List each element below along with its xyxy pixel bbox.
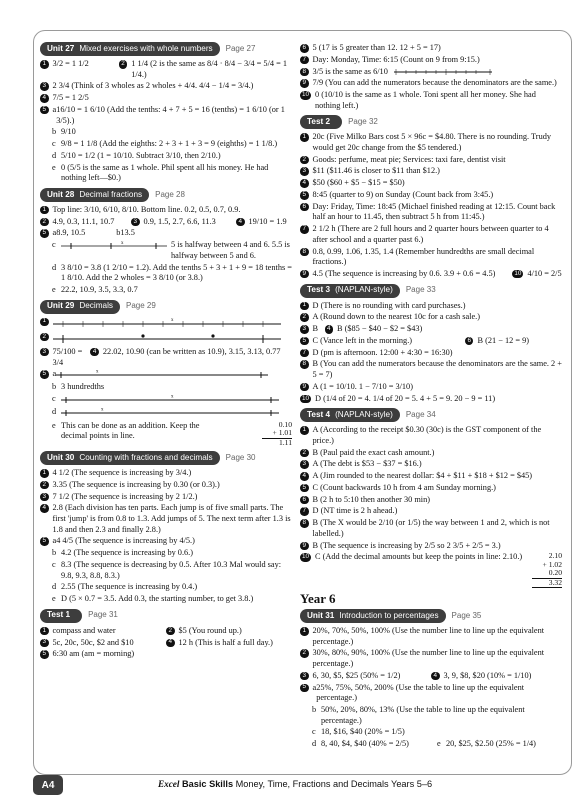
answer: 5c, 20c, 50c, $2 and $10 — [52, 637, 134, 647]
test4-title: Test 4 — [307, 409, 331, 419]
number-line — [56, 369, 271, 381]
answer: 8:45 (quarter to 9) on Sunday (Count back from 3:45.) — [312, 190, 494, 200]
number-line — [61, 394, 281, 406]
answer: 4 4/5 (The sequence is increasing by 4/5.) — [56, 536, 195, 546]
answer: 8.9, 10.5 — [56, 228, 86, 238]
answer: Day: Monday, Time: 6:15 (Count on 9 from 9:15.) — [312, 54, 480, 64]
svg-text:x: x — [171, 394, 174, 400]
answer: C (Vance left in the morning.) — [312, 335, 413, 345]
answer: D (1/4 of 20 = 4. 1/4 of 20 = 5. 4 + 5 = 9. 20 − 9 = 11) — [315, 393, 496, 403]
answer: 3 8/10 = 3.8 (1 2/10 = 1.2). Add the tenths 5 + 3 + 1 + 9 = 18 tenths = 1 8/10. Add the 2 wholes = 3 8/10 (or 3.8.) — [61, 262, 292, 283]
number-line — [394, 67, 494, 77]
answer: 4.5 (The sequence is increasing by 0.6. 3.9 + 0.6 = 4.5) — [312, 268, 496, 278]
test1-title: Test 1 — [47, 610, 71, 620]
test4-name: (NAPLAN-style) — [335, 409, 393, 419]
answer: 4.2 (The sequence is increasing by 0.6.) — [61, 548, 194, 558]
unit27-name: Mixed exercises with whole numbers — [79, 43, 213, 53]
answer: compass and water — [52, 625, 116, 635]
answer: B (2 h to 5:10 then another 30 min) — [312, 494, 431, 504]
answer: 6, 30, $5, $25 (50% = 1/2) — [312, 670, 401, 680]
answer: 4.9, 0.3, 11.1, 10.7 — [52, 216, 115, 226]
answer: Top line: 3/10, 6/10, 8/10. Bottom line. 0.2, 0.5, 0.7, 0.9. — [52, 204, 241, 214]
unit31-page: Page 35 — [451, 610, 482, 620]
answer: A (Jim rounded to the nearest dollar: $4 + $11 + $18 + $12 = $45) — [312, 471, 533, 481]
unit30-header — [40, 451, 292, 465]
number-line — [61, 240, 171, 252]
test1-page: Page 31 — [88, 610, 118, 620]
unit31-name: Introduction to percentages — [339, 610, 439, 620]
answer: 3 hundredths — [61, 382, 105, 392]
answer: 0.9, 1.5, 2.7, 6.6, 11.3 — [143, 216, 216, 226]
answer: 7 1/2 (The sequence is increasing by 2 1/2.) — [52, 491, 198, 501]
answer: 3/5 is the same as 6/10 — [312, 66, 388, 76]
answer: 50%, 20%, 80%, 13% (Use the table to line up the equivalent percentage.) — [321, 704, 525, 725]
test3-header — [300, 284, 562, 298]
answer: 9/10 — [61, 127, 76, 137]
answer: 5 (17 is 5 greater than 12. 12 + 5 = 17) — [312, 43, 441, 52]
answer: 0 (5/5 is the same as 1 whole. Phil spent all his money. He had nothing left—$0.) — [61, 162, 269, 183]
unit28-name: Decimal fractions — [79, 189, 143, 199]
unit29-name: Decimals — [79, 301, 113, 311]
answer: A (According to the receipt $0.30 (30c) is the GST component of the price.) — [312, 425, 542, 445]
answer: $5 (You round up.) — [178, 625, 242, 635]
answer: This can be done as an addition. Keep the decimal points in line. — [61, 420, 200, 441]
answer: 30%, 80%, 90%, 100% (Use the number line to line up the equivalent percentage.) — [312, 648, 545, 668]
unit30-name: Counting with fractions and decimals — [79, 452, 213, 462]
answer: B (Paul paid the exact cash amount.) — [312, 447, 435, 457]
answer: 22.02, 10.90 (can be written as 10.9), 3.15, 3.13, 0.77 — [102, 346, 281, 356]
answer: A (The debt is $53 − $37 = $16.) — [312, 459, 422, 469]
answer: B (21 − 12 = 9) — [477, 335, 530, 345]
test3-name: (NAPLAN-style) — [335, 285, 393, 295]
test3-page: Page 33 — [405, 285, 436, 295]
answer: 0 (10/10 is the same as 1 whole. Toni spent all her money. She had nothing left.) — [315, 90, 536, 110]
unit27-title: Unit 27 — [47, 43, 75, 53]
svg-text:x: x — [101, 407, 104, 413]
answer: 19/10 = 1.9 — [248, 216, 287, 226]
unit27-page: Page 27 — [225, 43, 256, 53]
answer: 4 1/2 (The sequence is increasing by 3/4.) — [52, 468, 192, 478]
answer: Goods: perfume, meat pie; Services: taxi fare, dentist visit — [312, 154, 506, 164]
svg-text:x: x — [121, 241, 124, 247]
test4-page: Page 34 — [405, 409, 436, 419]
answer: B (The sequence is increasing by 2/5 so 2 3/5 + 2/5 = 3.) — [312, 540, 501, 550]
answer: 2 3/4 (Think of 3 wholes as 2 wholes + 4/4. 4/4 − 1/4 = 3/4.) — [52, 81, 254, 91]
number-line — [53, 332, 283, 346]
left-column: Unit 27 Mixed exercises with whole numbers Page 27 1 3/2 = 1 1/2 2 1 1/4 (2 is the same as 8/4 · 8/4 − 3/4 = 5/4 = 1 1/4.) 3 2 3/4 (Think of 3 wholes as 2 wholes + 4/4. 4/4 − 1/4 = 3/4.) 4 7/5 = 1 2/5 5 a 16/10 = 1 6/10 (Add the tenths: 4 + 7 + 5 = 16 (tenths) = 1 6/10 (or 1 3/5).) b 9/10 c 9/8 = 1 1/8 (Add the eighths: 2 + 3 + 1 + 3 = 9 (eighths) = 1 1/8.) d 5/10 = 1/2 (1 = 10/10. Subtract 3/10, then 2/10.) e 0 (5/5 is the same as 1 whole. Phil spent all his money. He had nothing left—$0.) Unit 28 Decimal fractions Page 28 1 Top line: 3/10, 6/10, 8/10. Bottom line. 0.2, 0.5, 0.7, 0.9. 2 4.9, 0.3, 11.1, 10.7 3 0.9, 1.5, 2.7, 6.6, 11.3 4 19/10 = 1.9 5 a 8.9, 10.5 b 13.5 c x 5 is halfway between 4 and 6. 5.5 is halfway between 5 and 6. d 3 8/10 = 3.8 (1 2/10 = 1.2). Add the tenths 5 + 3 + 1 + 9 = 18 tenths = 1 8/10. Add the 2 wholes = 3 8/10 (or 3.8.) e 22.2, 10.9, 3.5, 3.3, 0.7 Unit 29 Decimals Page 29 1 x 2 3 75/100 = 3/4 4 22.02, 10.90 (can be written as 10.9), 3.15, 3.13, 0.77 5 a x b 3 hundredths c x d x e This can be done as an addition. Keep the decimal points in line. 0.10 + 1.01 1.11 Unit 30 Counting with fractions and decimals Page 30 1 4 1/2 (The sequence is increasing by 3/4.) 2 3.35 (The sequence is increasing by 0.30 (or 0.3).) 3 7 1/2 (The sequence is increasing by 2 1/2.) 4 2.8 (Each division has ten parts. Each jump is of five small parts. The first 'jump' is from 0.8 to 1.3. Add jumps of 5. The next term after 1.3 is 1.8 and then 2.3 and finally 2.8.) 5 a 4 4/5 (The sequence is increasing by 4/5.) b 4.2 (The sequence is increasing by 0.6.) c 8.3 (The sequence is decreasing by 0.5. After 10.3 Mal would say: 9.8, 9.3, 8.8, 8.3.) d 2.55 (The sequence is increasing by 0.4.) e D (5 × 0.7 = 3.5. Add 0.3, the starting number, to get 3.8.) Test 1 Page 31 1 compass and water 2 $5 (You round up.) 3 5c, 20c, 50c, $2 and $10 4 12 h (This is half a full day.) 5 6:30 am (am = morning) — [40, 38, 292, 661]
answer: 4/10 = 2/5 — [527, 268, 562, 278]
answer: 20c (Five Milko Bars cost 5 × 96c = $4.80. There is no rounding. Trudy would get 20c change from the $5 tendered.) — [312, 132, 552, 152]
answer: A (1 = 10/10. 1 − 7/10 = 3/10) — [312, 381, 413, 391]
footer-brand: Excel — [158, 779, 180, 789]
answer: D (There is no rounding with card purchases.) — [312, 300, 466, 310]
answer: $11 ($11.46 is closer to $11 than $12.) — [312, 166, 440, 176]
test2-header — [300, 115, 562, 129]
test1-header — [40, 609, 292, 623]
answer: 6:30 am (am = morning) — [52, 649, 135, 659]
svg-text:x: x — [96, 369, 99, 375]
answer: 20%, 70%, 50%, 100% (Use the number line to line up the equivalent percentage.) — [312, 626, 545, 646]
addition-sum: 0.10 + 1.01 1.11 — [262, 421, 292, 448]
answer: 5/10 = 1/2 (1 = 10/10. Subtract 3/10, then 2/10.) — [61, 150, 221, 160]
page-number-tab: A4 — [33, 775, 63, 795]
answer: B (You can add the numerators because the denominators are the same. 2 + 5 = 7) — [312, 359, 562, 380]
answer: 13.5 — [120, 228, 135, 238]
answer: D (NT time is 2 h ahead.) — [312, 506, 398, 516]
unit31-header — [300, 609, 562, 623]
year-heading: Year 6 — [300, 591, 336, 607]
answer: 5 is halfway between 4 and 6. 5.5 is halfway between 5 and 6. — [171, 240, 290, 260]
answer: Day: Friday, Time: 18:45 (Michael finished reading at 12:15. Count back half an hour to 11.45, then subtract 5 h from 11:45.) — [312, 201, 556, 222]
answer: 2.8 (Each division has ten parts. Each jump is of five small parts. The first 'jump' is from 0.8 to 1.3. Add jumps of 5. The next term after 1.3 is 1.8 and then 2.3 and finally 2.8.) — [52, 503, 291, 534]
test2-title: Test 2 — [307, 117, 331, 127]
answer: 16/10 = 1 6/10 (Add the tenths: 4 + 7 + 5 = 16 (tenths) = 1 6/10 (or 1 3/5).) — [56, 104, 285, 125]
unit30-page: Page 30 — [225, 452, 256, 462]
answer: 3, 9, $8, $20 (10% = 1/10) — [443, 670, 532, 680]
test2-page: Page 32 — [348, 117, 378, 127]
answer: 75/100 = 3/4 — [52, 346, 83, 367]
addition-sum: 2.10 + 1.02 0.20 3.32 — [532, 552, 562, 588]
footer-series: Basic Skills — [182, 779, 234, 789]
answer: 7/9 (You can add the numerators because the denominators are the same.) — [312, 78, 557, 88]
unit29-page: Page 29 — [125, 301, 156, 311]
unit27-header — [40, 42, 292, 56]
unit27-row1: 1 3/2 = 1 1/2 2 1 1/4 (2 is the same as 8/4 · 8/4 − 3/4 = 5/4 = 1 1/4.) — [40, 59, 292, 80]
number-line — [61, 407, 281, 419]
answer: 8, 40, $4, $40 (40% = 2/5) — [321, 739, 409, 749]
unit31-title: Unit 31 — [307, 610, 335, 620]
footer-book-title: Money, Time, Fractions and Decimals Years 5–6 — [235, 779, 433, 789]
answer: A (Round down to the nearest 10c for a cash sale.) — [312, 312, 481, 322]
answer: 3.35 (The sequence is increasing by 0.30 (or 0.3).) — [52, 479, 220, 489]
unit30-title: Unit 30 — [47, 452, 75, 462]
answer: 12 h (This is half a full day.) — [178, 637, 273, 647]
right-column: 6 5 (17 is 5 greater than 12. 12 + 5 = 17) 7 Day: Monday, Time: 6:15 (Count on 9 from 9:15.) 8 3/5 is the same as 6/10 9 7/9 (You can add the numerators because the denominators are the same.) 10 0 (10/10 is the same as 1 whole. Toni spent all her money. She had nothing left.) Test 2 Page 32 1 20c (Five Milko Bars cost 5 × 96c = $4.80. There is no rounding. Trudy would get 20c change from the $5 tendered.) 2 Goods: perfume, meat pie; Services: taxi fare, dentist visit 3 $11 ($11.46 is closer to $11 than $12.) 4 $50 ($60 + $5 − $15 = $50) 5 8:45 (quarter to 9) on Sunday (Count back from 3:45.) 6 Day: Friday, Time: 18:45 (Michael finished reading at 12:15. Count back half an hour to 11.45, then subtract 5 h from 11:45.) 7 2 1/2 h (There are 2 full hours and 2 quarter hours between quarter to 4 after school and a quarter past 6.) 8 0.8, 0.99, 1.06, 1.35, 1.4 (Remember hundredths are small decimal fractions.) 9 4.5 (The sequence is increasing by 0.6. 3.9 + 0.6 = 4.5) 10 4/10 = 2/5 Test 3 (NAPLAN-style) Page 33 1 D (There is no rounding with card purchases.) 2 A (Round down to the nearest 10c for a cash sale.) 3 B 4 B ($85 − $40 − $2 = $43) 5 C (Vance left in the morning.) 6 B (21 − 12 = 9) 7 D (pm is afternoon. 12:00 + 4:30 = 16:30) 8 B (You can add the numerators because the denominators are the same. 2 + 5 = 7) 9 A (1 = 10/10. 1 − 7/10 = 3/10) 10 D (1/4 of 20 = 4. 1/4 of 20 = 5. 4 + 5 = 9. 20 − 9 = 11) Test 4 (NAPLAN-style) Page 34 1 A (According to the receipt $0.30 (30c) is the GST component of the price.) 2 B (Paul paid the exact cash amount.) 3 A (The debt is $53 − $37 = $16.) 4 A (Jim rounded to the nearest dollar: $4 + $11 + $18 + $12 = $45) 5 C (Count backwards 10 h from 4 am Sunday morning.) 6 B (2 h to 5:10 then another 30 min) 7 D (NT time is 2 h ahead.) 8 B (The X would be 2/10 (or 1/5) the way between 1 and 2, which is not labelled.) 9 B (The sequence is increasing by 2/5 so 2 3/5 + 2/5 = 3.) 10 C (Add the decimal amounts but keep the points in line: 2.10.) 2.10 + 1.02 0.20 3.32 Year 6 Unit 31 Introduction to percentages Page 35 1 20%, 70%, 50%, 100% (Use the number line to line up the equivalent percentage.) 2 30%, 80%, 90%, 100% (Use the number line to line up the equivalent percentage.) 3 6, 30, $5, $25 (50% = 1/2) 4 3, 9, $8, $20 (10% = 1/10) 5 a 25%, 75%, 50%, 200% (Use the table to line up the equivalent percentage.) b 50%, 20%, 80%, 13% (Use the table to line up the equivalent percentage.) c 18, $16, $40 (20% = 1/5) d 8, 40, $4, $40 (40% = 2/5) e 20, $25, $2.50 (25% = 1/4) — [300, 43, 562, 749]
unit28-header — [40, 188, 292, 202]
answer: 2.55 (The sequence is increasing by 0.4.) — [61, 582, 198, 592]
answer: 8.3 (The sequence is decreasing by 0.5. After 10.3 Mal would say: 9.8, 9.3, 8.8, 8.3.) — [61, 560, 282, 580]
answer: 22.2, 10.9, 3.5, 3.3, 0.7 — [61, 284, 138, 294]
unit29-title: Unit 29 — [47, 301, 75, 311]
answer: $50 ($60 + $5 − $15 = $50) — [312, 178, 405, 188]
footer-title — [158, 779, 432, 789]
unit28-page: Page 28 — [155, 189, 185, 199]
answer: D (5 × 0.7 = 3.5. Add 0.3, the starting number, to get 3.8.) — [61, 594, 254, 604]
answer: 0.8, 0.99, 1.06, 1.35, 1.4 (Remember hundredths are small decimal fractions.) — [312, 246, 535, 267]
test3-title: Test 3 — [307, 285, 331, 295]
number-line — [53, 317, 283, 331]
answer: C (Add the decimal amounts but keep the points in line: 2.10.) — [315, 552, 523, 562]
svg-text:x: x — [170, 317, 173, 323]
answer: 20, $25, $2.50 (25% = 1/4) — [446, 739, 536, 749]
answer: 3/2 = 1 1/2 — [52, 59, 89, 68]
answer: 2 1/2 h (There are 2 full hours and 2 quarter hours between quarter to 4 after school and a quarter past 6.) — [312, 224, 549, 244]
unit28-title: Unit 28 — [47, 189, 75, 199]
answer: 9/8 = 1 1/8 (Add the eighths: 2 + 3 + 1 + 3 = 9 (eighths) = 1 1/8.) — [61, 139, 278, 149]
answer: C (Count backwards 10 h from 4 am Sunday morning.) — [312, 482, 496, 492]
answer: B — [312, 324, 319, 334]
answer: B ($85 − $40 − $2 = $43) — [337, 324, 423, 334]
unit29-header — [40, 300, 292, 314]
answer: 25%, 75%, 50%, 200% (Use the table to line up the equivalent percentage.) — [316, 682, 525, 703]
answer: 7/5 = 1 2/5 — [52, 93, 89, 103]
answer: 1 1/4 (2 is the same as 8/4 · 8/4 − 3/4 = 5/4 = 1 1/4.) — [131, 59, 288, 79]
answer: B (The X would be 2/10 (or 1/5) the way between 1 and 2, which is not labelled.) — [312, 518, 550, 538]
answer: D (pm is afternoon. 12:00 + 4:30 = 16:30) — [312, 347, 453, 357]
test4-header — [300, 408, 562, 422]
answer: 18, $16, $40 (20% = 1/5) — [321, 727, 405, 737]
